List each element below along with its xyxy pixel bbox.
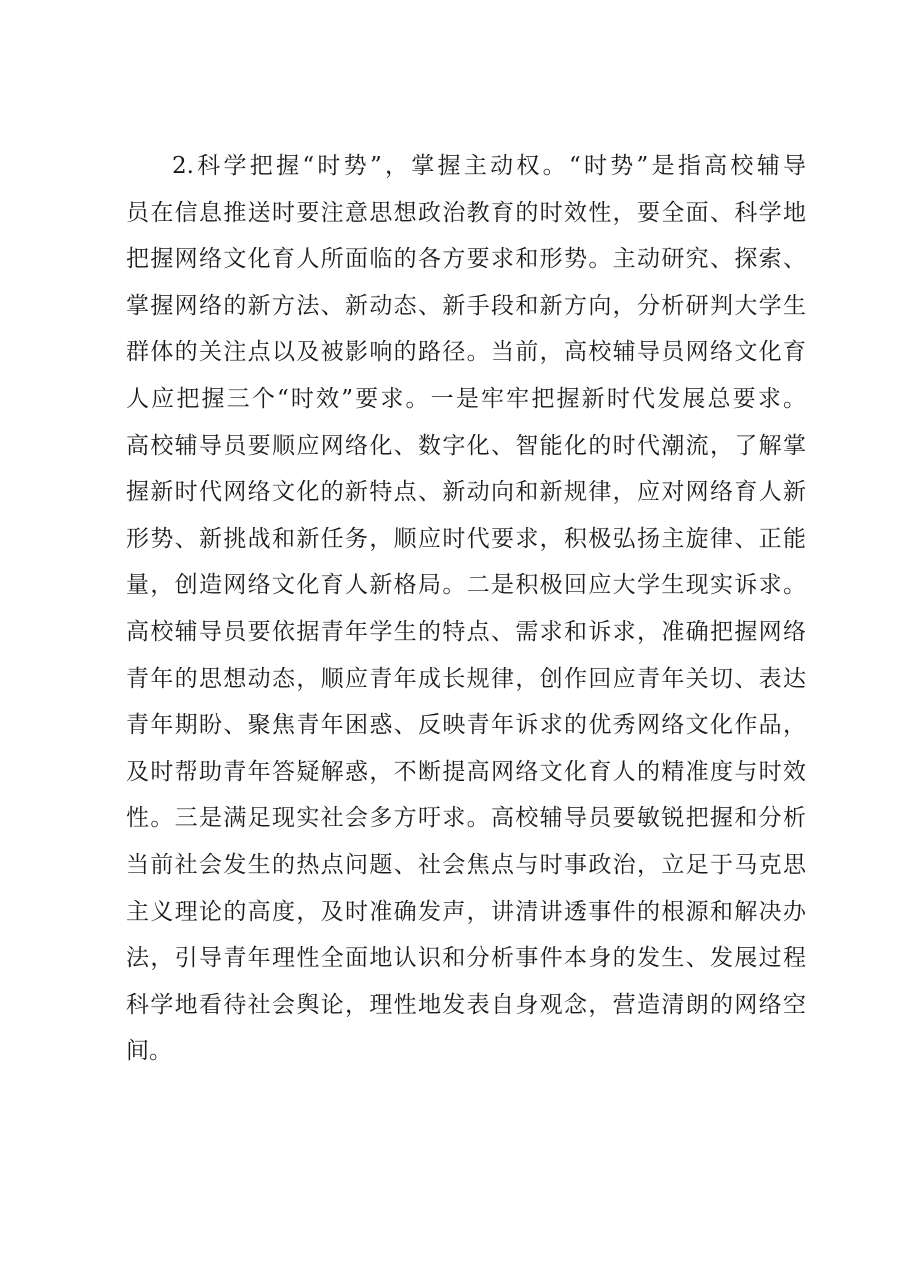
paragraph-line: 把握网络文化育人所面临的各方要求和形势。主动研究、探索、: [126, 246, 806, 273]
paragraph-line: 形势、新挑战和新任务，顺应时代要求，积极弘扬主旋律、正能: [126, 525, 806, 552]
paragraph-line: 性。三是满足现实社会多方吁求。高校辅导员要敏锐把握和分析: [126, 805, 806, 832]
paragraph-line: 高校辅导员要顺应网络化、数字化、智能化的时代潮流，了解掌: [126, 432, 806, 459]
paragraph-line: 法，引导青年理性全面地认识和分析事件本身的发生、发展过程: [126, 945, 806, 972]
paragraph-line: 青年期盼、聚焦青年困惑、反映青年诉求的优秀网络文化作品，: [126, 712, 806, 739]
paragraph-line: 2.科学把握“时势”，掌握主动权。“时势”是指高校辅导: [172, 153, 806, 179]
body-paragraph: [126, 143, 806, 1075]
paragraph-line: 高校辅导员要依据青年学生的特点、需求和诉求，准确把握网络: [126, 618, 806, 645]
paragraph-line: 握新时代网络文化的新特点、新动向和新规律，应对网络育人新: [126, 479, 806, 506]
paragraph-line: 群体的关注点以及被影响的路径。当前，高校辅导员网络文化育: [126, 339, 806, 366]
paragraph-line: 青年的思想动态，顺应青年成长规律，创作回应青年关切、表达: [126, 665, 806, 692]
paragraph-line: 间。: [126, 1038, 172, 1065]
paragraph-line: 人应把握三个“时效”要求。一是牢牢把握新时代发展总要求。: [126, 385, 806, 412]
paragraph-line: 科学地看待社会舆论，理性地发表自身观念，营造清朗的网络空: [126, 991, 806, 1018]
paragraph-line: 及时帮助青年答疑解惑，不断提高网络文化育人的精准度与时效: [126, 758, 806, 785]
paragraph-line: 当前社会发生的热点问题、社会焦点与时事政治，立足于马克思: [126, 851, 806, 878]
paragraph-line: 掌握网络的新方法、新动态、新手段和新方向，分析研判大学生: [126, 292, 806, 319]
paragraph-line: 量，创造网络文化育人新格局。二是积极回应大学生现实诉求。: [126, 572, 806, 599]
paragraph-line: 员在信息推送时要注意思想政治教育的时效性，要全面、科学地: [126, 199, 806, 226]
paragraph-line: 主义理论的高度，及时准确发声，讲清讲透事件的根源和解决办: [126, 898, 806, 925]
